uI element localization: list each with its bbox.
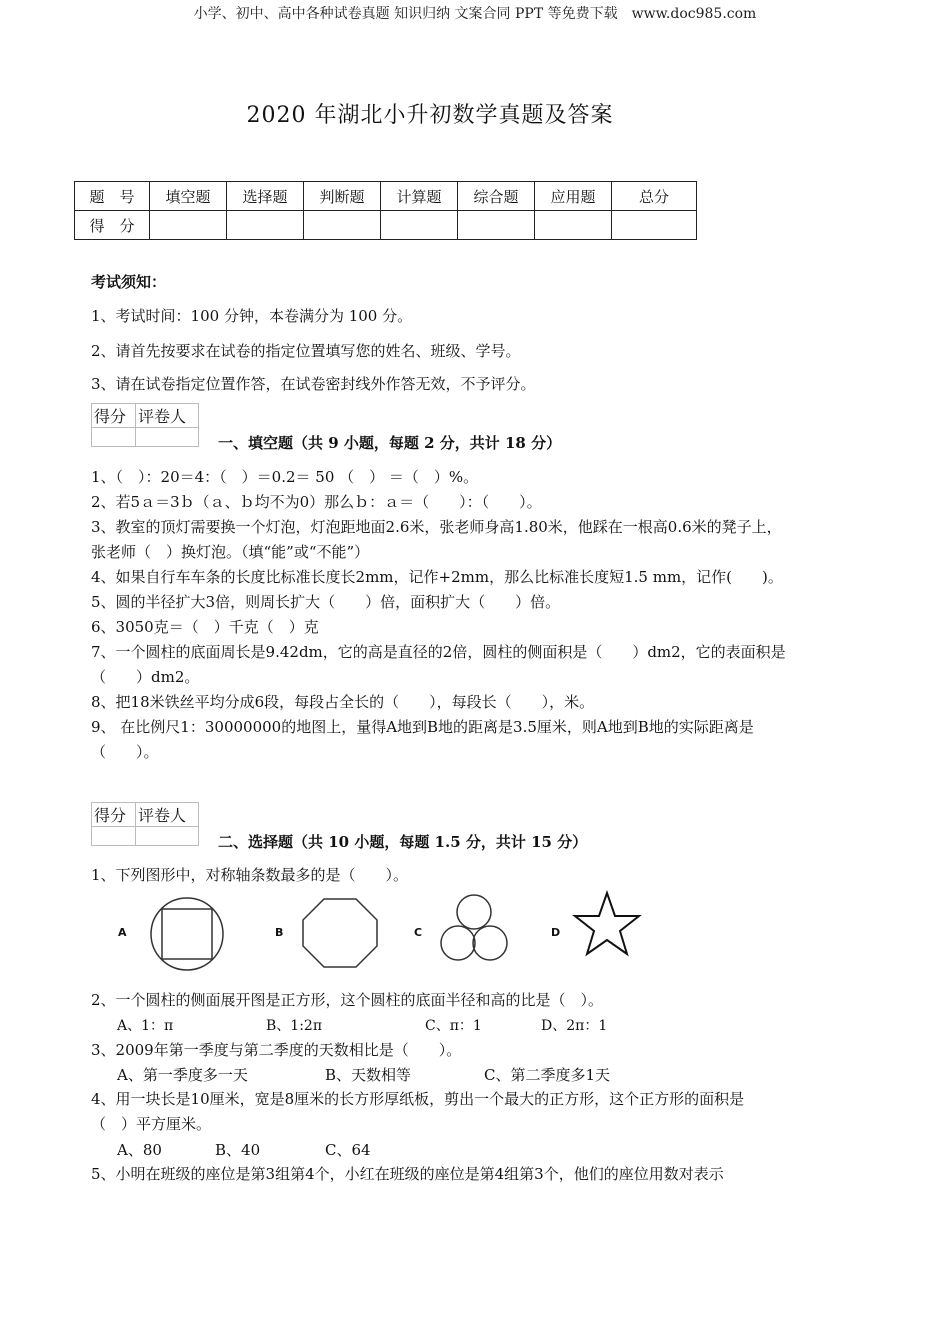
page-title: 2020 年湖北小升初数学真题及答案 [246,103,614,128]
option: B、40 [215,1141,261,1159]
notice-heading: 考试须知： [91,273,167,291]
grader-score-label: 得分 [92,803,136,827]
notice-item: 2、请首先按要求在试卷的指定位置填写您的姓名、班级、学号。 [91,342,521,360]
grader-box [91,403,199,447]
score-cell [150,211,227,240]
shape-label-d: D [551,926,561,939]
star-figure [572,890,642,958]
score-header-cell: 综合题 [458,182,535,211]
question-line: （ ）。 [91,743,159,761]
option: C、第二季度多1天 [484,1066,611,1084]
question-line: 4、用一块长是10厘米，宽是8厘米的长方形厚纸板，剪出一个最大的正方形，这个正方形的面积是 [91,1090,745,1108]
question-line: 6、3050克＝（ ）千克（ ）克 [91,618,319,636]
score-header-cell: 选择题 [227,182,304,211]
option: C、64 [325,1141,371,1159]
score-cell [458,211,535,240]
question-line: 5、圆的半径扩大3倍，则周长扩大（ ）倍，面积扩大（ ）倍。 [91,593,561,611]
octagon-figure [300,896,380,970]
shape-label-a: A [118,926,127,939]
shape-label-b: B [275,926,284,939]
notice-item: 3、请在试卷指定位置作答，在试卷密封线外作答无效，不予评分。 [91,375,536,393]
question-line: 8、把18米铁丝平均分成6段，每段占全长的（ ），每段长（ ），米。 [91,693,595,711]
score-header-cell: 填空题 [150,182,227,211]
question-line: 1、（ ）：20＝4：（ ）＝0.2＝ 50 （ ） ＝（ ）%。 [91,468,479,486]
three-circles-figure [438,893,510,965]
question-line: 3、2009年第一季度与第二季度的天数相比是（ ）。 [91,1041,462,1059]
score-table [74,181,697,240]
question-line: （ ）平方厘米。 [91,1115,212,1133]
score-cell [381,211,458,240]
score-header-cell: 题 号 [75,182,150,211]
grader-reviewer-label: 评卷人 [135,803,198,827]
question-line: 2、一个圆柱的侧面展开图是正方形，这个圆柱的底面半径和高的比是（ ）。 [91,991,604,1009]
option: C、π：1 [425,1018,482,1034]
circle-with-square-figure [148,895,226,973]
shape-label-c: C [414,926,423,939]
question-line: （ ）dm2。 [91,668,200,686]
score-table-score-row [75,211,697,240]
question-line: 4、如果自行车车条的长度比标准长度长2mm，记作+2mm，那么比标准长度短1.5 mm，记作( )。 [91,568,783,586]
question-line: 7、一个圆柱的底面周长是9.42dm，它的高是直径的2倍，圆柱的侧面积是（ ）dm2，它的表面积是 [91,643,786,661]
grader-reviewer-cell [135,827,198,846]
grader-score-label: 得分 [92,404,136,428]
question-line: 张老师（ ）换灯泡。（填“能”或“不能”） [91,543,370,561]
grader-reviewer-label: 评卷人 [135,404,198,428]
option: A、第一季度多一天 [117,1066,248,1084]
grader-score-cell [92,428,136,447]
score-cell [227,211,304,240]
grader-reviewer-cell [135,428,198,447]
option: B、天数相等 [325,1066,412,1084]
score-header-cell: 应用题 [535,182,612,211]
grader-box [91,802,199,846]
score-cell [535,211,612,240]
score-row-label: 得 分 [75,211,150,240]
score-cell [304,211,381,240]
section2-title: 二、选择题（共 10 小题，每题 1.5 分，共计 15 分） [218,833,588,851]
question-line: 1、下列图形中，对称轴条数最多的是（ ）。 [91,866,409,884]
site-banner: 小学、初中、高中各种试卷真题 知识归纳 文案合同 PPT 等免费下载 www.doc985.com [193,6,757,22]
score-header-cell: 总分 [612,182,697,211]
score-table-header-row [75,182,697,211]
score-cell [612,211,697,240]
question-line: 9、 在比例尺1：30000000的地图上，量得A地到B地的距离是3.5厘米，则A地到B地的实际距离是 [91,718,754,736]
score-header-cell: 计算题 [381,182,458,211]
question-line: 3、教室的顶灯需要换一个灯泡，灯泡距地面2.6米，张老师身高1.80米，他踩在一根高0.6米的凳子上， [91,518,782,536]
grader-score-cell [92,827,136,846]
option: D、2π：1 [541,1018,608,1034]
section1-title: 一、填空题（共 9 小题，每题 2 分，共计 18 分） [218,434,562,452]
notice-item: 1、考试时间：100 分钟，本卷满分为 100 分。 [91,307,413,325]
option: B、1:2π [266,1018,323,1034]
option: A、80 [117,1141,162,1159]
score-header-cell: 判断题 [304,182,381,211]
question-line: 5、小明在班级的座位是第3组第4个，小红在班级的座位是第4组第3个，他们的座位用数对表示 [91,1165,724,1183]
question-line: 2、若5ａ＝3ｂ（ａ、ｂ均不为0）那么ｂ：ａ＝（ ）：（ ）。 [91,493,542,511]
option: A、1：π [117,1018,174,1034]
